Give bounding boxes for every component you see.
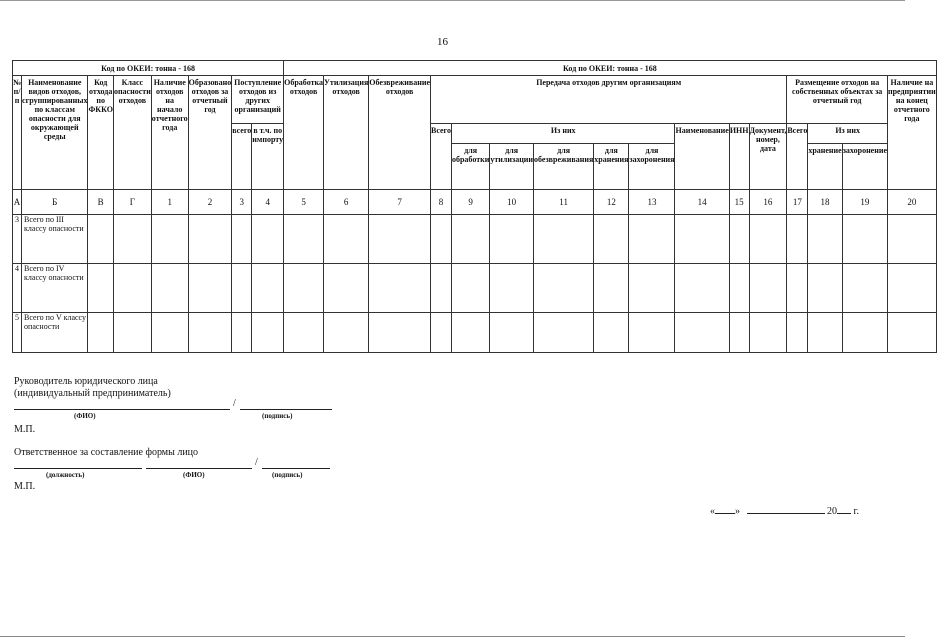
- data-cell[interactable]: [324, 313, 369, 353]
- col-code: 15: [729, 190, 749, 215]
- data-cell[interactable]: [675, 264, 729, 313]
- data-cell[interactable]: [749, 215, 787, 264]
- data-cell[interactable]: [232, 215, 252, 264]
- data-cell[interactable]: [490, 313, 534, 353]
- col-code: 10: [490, 190, 534, 215]
- col-code: 14: [675, 190, 729, 215]
- head-title-line2: (индивидуальный предприниматель): [14, 388, 171, 399]
- responsible-signature-caption: (подпись): [272, 471, 303, 479]
- col-code: 1: [151, 190, 188, 215]
- col-received-all-header: всего: [232, 124, 252, 190]
- row-label: Всего по IV классу опасности: [22, 264, 88, 313]
- date-close-quote: »: [735, 506, 740, 517]
- col-code: 20: [888, 190, 937, 215]
- col-neutralized-header: Обезвреживание отходов: [369, 76, 431, 190]
- data-cell[interactable]: [842, 264, 887, 313]
- data-cell[interactable]: [431, 215, 452, 264]
- head-fio-caption: (ФИО): [74, 412, 96, 420]
- data-cell[interactable]: [451, 215, 489, 264]
- data-cell[interactable]: [594, 313, 629, 353]
- col-code: Б: [22, 190, 88, 215]
- data-cell[interactable]: [749, 313, 787, 353]
- col-code: Г: [113, 190, 151, 215]
- col-code: 9: [451, 190, 489, 215]
- data-cell[interactable]: [787, 313, 808, 353]
- col-code: А: [13, 190, 22, 215]
- data-cell[interactable]: [232, 264, 252, 313]
- col-number-header: № п/п: [13, 76, 22, 190]
- col-placement-header: Размещение отходов на собственных объектах за отчетный год: [787, 76, 888, 124]
- col-transfer-total-header: Всего: [431, 124, 452, 190]
- okei-header-left: Код по ОКЕИ: тонна - 168: [13, 61, 284, 76]
- col-transfer-document-header: Документ, номер, дата: [749, 124, 787, 190]
- col-placement-store-header: хранение: [808, 144, 842, 190]
- responsible-slash: /: [255, 457, 258, 468]
- data-cell[interactable]: [113, 215, 151, 264]
- data-cell[interactable]: [232, 313, 252, 353]
- date-year-suffix: г.: [853, 506, 859, 517]
- col-code: 5: [284, 190, 324, 215]
- data-cell[interactable]: [369, 313, 431, 353]
- data-cell[interactable]: [151, 215, 188, 264]
- date-year-field[interactable]: [837, 504, 851, 514]
- responsible-position-caption: (должность): [46, 471, 85, 479]
- col-code: 16: [749, 190, 787, 215]
- row-number: 3: [13, 215, 22, 264]
- data-cell[interactable]: [369, 264, 431, 313]
- head-signature-title: [14, 376, 171, 400]
- data-cell[interactable]: [729, 313, 749, 353]
- responsible-fio-caption: (ФИО): [183, 471, 205, 479]
- data-cell[interactable]: [729, 215, 749, 264]
- data-cell[interactable]: [490, 215, 534, 264]
- data-cell[interactable]: [451, 264, 489, 313]
- col-generated-header: Образовано отходов за отчетный год: [188, 76, 232, 190]
- col-transfer-org-name-header: Наименование: [675, 124, 729, 190]
- waste-report-table: [12, 60, 937, 353]
- data-cell[interactable]: [842, 215, 887, 264]
- table-row: [13, 313, 937, 353]
- col-transfer-of-them-header: Из них: [451, 124, 675, 144]
- col-code: 7: [369, 190, 431, 215]
- responsible-person-title: Ответственное за составление формы лицо: [14, 447, 199, 458]
- data-cell[interactable]: [431, 313, 452, 353]
- data-cell[interactable]: [808, 264, 842, 313]
- data-cell[interactable]: [842, 313, 887, 353]
- data-cell[interactable]: [808, 215, 842, 264]
- row-label: Всего по V классу опасности: [22, 313, 88, 353]
- data-cell[interactable]: [369, 215, 431, 264]
- data-cell[interactable]: [675, 215, 729, 264]
- data-cell[interactable]: [888, 313, 937, 353]
- data-cell[interactable]: [151, 264, 188, 313]
- data-cell[interactable]: [888, 215, 937, 264]
- data-cell[interactable]: [113, 313, 151, 353]
- col-transfer-neutralize-header: для обезвреживания: [534, 144, 594, 190]
- data-cell[interactable]: [188, 215, 232, 264]
- row-number: 5: [13, 313, 22, 353]
- col-transfer-header: Передача отходов другим организациям: [431, 76, 787, 124]
- col-code: В: [88, 190, 114, 215]
- responsible-stamp: М.П.: [14, 481, 36, 492]
- scan-edge-top: [0, 0, 905, 5]
- col-transfer-bury-header: для захоронения: [629, 144, 675, 190]
- head-slash: /: [233, 398, 236, 409]
- head-signature-caption: (подпись): [262, 412, 293, 420]
- data-cell[interactable]: [188, 264, 232, 313]
- head-signature-line[interactable]: [240, 409, 332, 410]
- col-code: 4: [252, 190, 284, 215]
- col-hazard-class-header: Класс опасности отходов: [113, 76, 151, 190]
- table-row: [13, 215, 937, 264]
- data-cell[interactable]: [787, 215, 808, 264]
- data-cell[interactable]: [629, 215, 675, 264]
- col-received-import-header: в т.ч. по импорту: [252, 124, 284, 190]
- col-code: 12: [594, 190, 629, 215]
- col-end-balance-header: Наличие на предприятии на конец отчетного года: [888, 76, 937, 190]
- col-transfer-utilize-header: для утилизации: [490, 144, 534, 190]
- data-cell[interactable]: [594, 215, 629, 264]
- col-code: 3: [232, 190, 252, 215]
- data-cell[interactable]: [629, 313, 675, 353]
- data-cell[interactable]: [594, 264, 629, 313]
- col-waste-name-header: Наименование видов отходов, сгруппированных по классам опасности для окружающей среды: [22, 76, 88, 190]
- row-label: Всего по III классу опасности: [22, 215, 88, 264]
- date-year-prefix: 20: [827, 506, 837, 517]
- col-code: 6: [324, 190, 369, 215]
- col-fkko-header: Код отхода по ФККО: [88, 76, 114, 190]
- data-cell[interactable]: [252, 264, 284, 313]
- date-month-field[interactable]: [747, 504, 825, 514]
- data-cell[interactable]: [534, 215, 594, 264]
- head-title-line1: Руководитель юридического лица: [14, 376, 158, 387]
- data-cell[interactable]: [252, 313, 284, 353]
- data-cell[interactable]: [808, 313, 842, 353]
- table-row: [13, 264, 937, 313]
- head-stamp: М.П.: [14, 424, 36, 435]
- data-cell[interactable]: [188, 313, 232, 353]
- data-cell[interactable]: [88, 215, 114, 264]
- data-cell[interactable]: [284, 215, 324, 264]
- col-received-header: Поступление отходов из других организаций: [232, 76, 284, 124]
- col-transfer-inn-header: ИНН: [729, 124, 749, 190]
- page-number: 16: [437, 36, 448, 48]
- col-start-balance-header: Наличие отходов на начало отчетного года: [151, 76, 188, 190]
- col-code: 11: [534, 190, 594, 215]
- data-cell[interactable]: [534, 313, 594, 353]
- data-cell[interactable]: [151, 313, 188, 353]
- data-cell[interactable]: [451, 313, 489, 353]
- data-cell[interactable]: [324, 215, 369, 264]
- col-processed-header: Обработка отходов: [284, 76, 324, 190]
- data-cell[interactable]: [729, 264, 749, 313]
- responsible-position-line[interactable]: [14, 468, 142, 469]
- data-cell[interactable]: [629, 264, 675, 313]
- scan-edge-bottom: [0, 636, 905, 639]
- data-cell[interactable]: [284, 313, 324, 353]
- data-cell[interactable]: [88, 313, 114, 353]
- data-cell[interactable]: [88, 264, 114, 313]
- col-code: 17: [787, 190, 808, 215]
- col-transfer-store-header: для хранения: [594, 144, 629, 190]
- data-cell[interactable]: [888, 264, 937, 313]
- col-placement-total-header: Всего: [787, 124, 808, 190]
- data-cell[interactable]: [534, 264, 594, 313]
- col-placement-bury-header: захоронение: [842, 144, 887, 190]
- data-cell[interactable]: [113, 264, 151, 313]
- col-code: 19: [842, 190, 887, 215]
- col-placement-of-them-header: Из них: [808, 124, 888, 144]
- data-cell[interactable]: [431, 264, 452, 313]
- data-cell[interactable]: [252, 215, 284, 264]
- data-cell[interactable]: [490, 264, 534, 313]
- col-code: 8: [431, 190, 452, 215]
- date-day-field[interactable]: [715, 504, 735, 514]
- data-cell[interactable]: [749, 264, 787, 313]
- responsible-signature-line[interactable]: [262, 468, 330, 469]
- head-fio-line[interactable]: [14, 409, 230, 410]
- col-transfer-process-header: для обработки: [451, 144, 489, 190]
- row-number: 4: [13, 264, 22, 313]
- col-utilized-header: Утилизация отходов: [324, 76, 369, 190]
- data-cell[interactable]: [787, 264, 808, 313]
- col-code: 2: [188, 190, 232, 215]
- date-open-quote: «: [710, 506, 715, 517]
- col-code: 18: [808, 190, 842, 215]
- data-cell[interactable]: [284, 264, 324, 313]
- okei-header-right: Код по ОКЕИ: тонна - 168: [284, 61, 937, 76]
- data-cell[interactable]: [675, 313, 729, 353]
- date-line: [710, 504, 859, 517]
- responsible-fio-line[interactable]: [146, 468, 252, 469]
- data-cell[interactable]: [324, 264, 369, 313]
- col-code: 13: [629, 190, 675, 215]
